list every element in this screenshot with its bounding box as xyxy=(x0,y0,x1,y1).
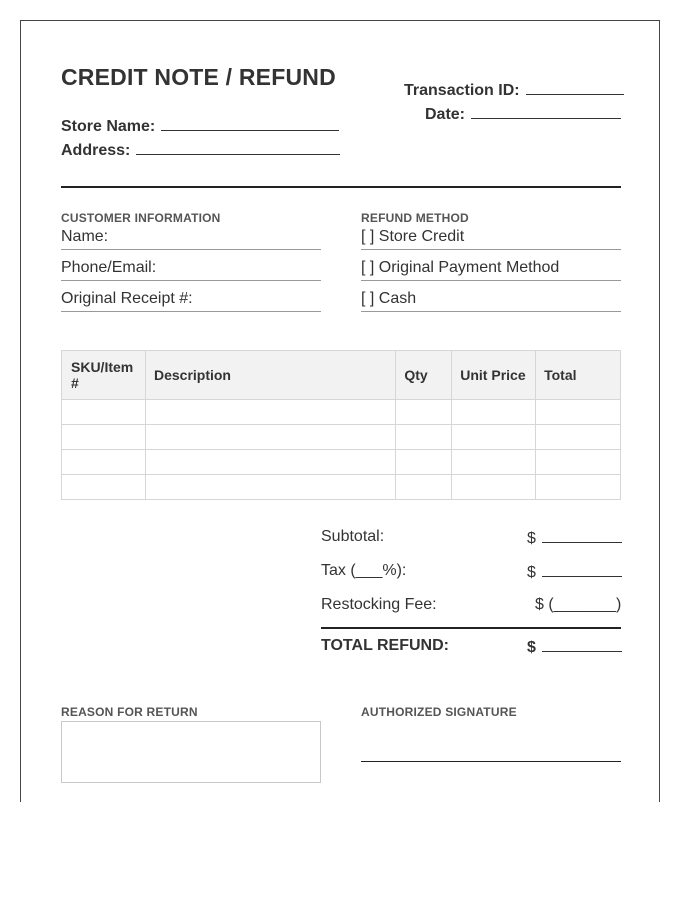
reason-for-return-box[interactable] xyxy=(61,721,321,783)
total-refund-label: TOTAL REFUND: xyxy=(321,637,449,654)
items-table xyxy=(61,350,621,500)
customer-contact-field[interactable]: Phone/Email: xyxy=(61,259,321,281)
column-header-unit-price: Unit Price xyxy=(452,351,536,400)
table-row xyxy=(62,425,621,450)
items-header-row xyxy=(62,351,621,400)
table-cell[interactable] xyxy=(145,425,395,450)
store-name-field xyxy=(61,116,339,136)
table-cell[interactable] xyxy=(396,475,452,500)
customer-info-heading: CUSTOMER INFORMATION xyxy=(61,211,221,225)
customer-name-field[interactable]: Name: xyxy=(61,228,321,250)
refund-option-store-credit[interactable]: [ ] Store Credit xyxy=(361,228,621,250)
total-refund-amount[interactable] xyxy=(527,637,622,657)
table-row xyxy=(62,450,621,475)
refund-option-original-payment[interactable]: [ ] Original Payment Method xyxy=(361,259,621,281)
restocking-fee-label: Restocking Fee: xyxy=(321,596,437,613)
date-field xyxy=(425,104,621,124)
authorized-signature-heading: AUTHORIZED SIGNATURE xyxy=(361,705,517,719)
date-blank[interactable] xyxy=(471,104,621,119)
table-row xyxy=(62,400,621,425)
subtotal-amount[interactable] xyxy=(527,528,622,548)
column-header-sku: SKU/Item # xyxy=(62,351,146,400)
transaction-id-label: Transaction ID: xyxy=(404,82,520,99)
table-row xyxy=(62,475,621,500)
tax-label: Tax (___%): xyxy=(321,562,407,579)
table-cell[interactable] xyxy=(396,450,452,475)
table-cell[interactable] xyxy=(536,400,621,425)
address-blank[interactable] xyxy=(136,140,340,155)
table-cell[interactable] xyxy=(145,450,395,475)
tax-amount[interactable] xyxy=(527,562,622,582)
address-label: Address: xyxy=(61,142,131,159)
header-divider xyxy=(61,186,621,188)
tax-currency: $ xyxy=(527,564,536,581)
refund-option-cash[interactable]: [ ] Cash xyxy=(361,290,621,312)
restocking-fee-amount[interactable]: $ (_______) xyxy=(535,596,622,613)
table-cell[interactable] xyxy=(452,400,536,425)
table-cell[interactable] xyxy=(452,425,536,450)
table-cell[interactable] xyxy=(62,425,146,450)
reason-for-return-heading: REASON FOR RETURN xyxy=(61,705,198,719)
transaction-id-field xyxy=(404,80,624,100)
table-cell[interactable] xyxy=(145,475,395,500)
total-refund-blank[interactable] xyxy=(542,637,622,652)
totals-divider xyxy=(321,627,621,629)
transaction-id-blank[interactable] xyxy=(526,80,624,95)
table-cell[interactable] xyxy=(62,400,146,425)
column-header-total: Total xyxy=(536,351,621,400)
original-receipt-field[interactable]: Original Receipt #: xyxy=(61,290,321,312)
column-header-qty: Qty xyxy=(396,351,452,400)
store-name-label: Store Name: xyxy=(61,118,156,135)
refund-method-heading: REFUND METHOD xyxy=(361,211,469,225)
table-cell[interactable] xyxy=(396,425,452,450)
table-cell[interactable] xyxy=(62,475,146,500)
table-cell[interactable] xyxy=(62,450,146,475)
table-cell[interactable] xyxy=(536,450,621,475)
tax-blank[interactable] xyxy=(542,562,622,577)
document-title: CREDIT NOTE / REFUND xyxy=(61,64,336,90)
address-field xyxy=(61,140,340,160)
table-cell[interactable] xyxy=(145,400,395,425)
store-name-blank[interactable] xyxy=(161,116,339,131)
table-cell[interactable] xyxy=(536,425,621,450)
table-cell[interactable] xyxy=(396,400,452,425)
table-cell[interactable] xyxy=(452,450,536,475)
table-cell[interactable] xyxy=(452,475,536,500)
date-label: Date: xyxy=(425,106,466,123)
total-refund-currency: $ xyxy=(527,639,536,656)
signature-line[interactable] xyxy=(361,761,621,762)
table-cell[interactable] xyxy=(536,475,621,500)
subtotal-currency: $ xyxy=(527,530,536,547)
column-header-description: Description xyxy=(145,351,395,400)
subtotal-label: Subtotal: xyxy=(321,528,385,545)
subtotal-blank[interactable] xyxy=(542,528,622,543)
